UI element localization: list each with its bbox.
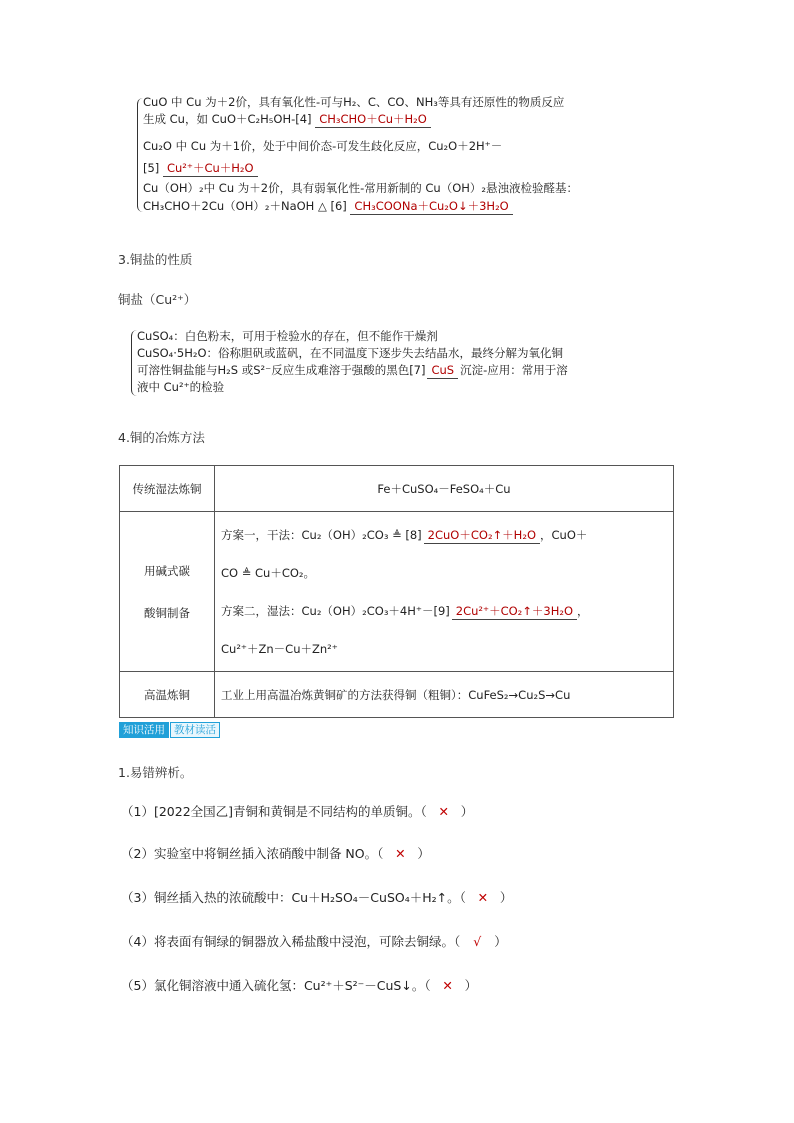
wet-method-text: 方案二，湿法：Cu₂（OH）₂CO₃＋4H⁺－[9]	[221, 603, 450, 618]
salt-line-2: CuSO₄·5H₂O：俗称胆矾或蓝矾，在不同温度下逐步失去结晶水，最终分解为氧化铜	[137, 346, 564, 360]
error-analysis-title: 1.易错辨析。	[118, 765, 193, 780]
oxide-brace-block	[137, 94, 697, 214]
dry-method-line-2: CO ≜ Cu＋CO₂。	[221, 565, 316, 580]
item-text: （1）[2022全国乙]青铜和黄铜是不同结构的单质铜。（	[121, 804, 427, 819]
table-row	[120, 466, 674, 512]
row-label: 高温炼铜	[120, 672, 215, 718]
smelting-table	[119, 465, 674, 718]
salt-line-1: CuSO₄：白色粉末，可用于检验水的存在，但不能作干燥剂	[137, 329, 438, 343]
copper-salt-root: 铜盐（Cu²⁺）	[118, 292, 197, 307]
wet-method-line-2: Cu²⁺＋Zn－Cu＋Zn²⁺	[221, 641, 338, 656]
section-4-title: 4.铜的冶炼方法	[118, 430, 205, 445]
cuoh2-line-1: Cu（OH）₂中 Cu 为＋2价，具有弱氧化性-常用新制的 Cu（OH）₂悬浊液检验醛基：	[143, 181, 579, 195]
cu2o-line-2	[143, 160, 258, 177]
answer-7: CuS	[427, 363, 458, 379]
wet-method-line	[215, 592, 673, 630]
cross-icon: ✕	[477, 890, 489, 905]
answer-9: 2Cu²⁺＋CO₂↑＋3H₂O	[452, 604, 577, 620]
item-close: ）	[460, 804, 474, 819]
cross-icon: ✕	[442, 978, 453, 993]
row-content: Fe＋CuSO₄－FeSO₄＋Cu	[215, 466, 674, 512]
item-close: ）	[494, 934, 507, 949]
answer-5: Cu²⁺＋Cu＋H₂O	[163, 161, 258, 177]
dry-method-tail: ，CuO＋	[540, 527, 588, 542]
tag-textbook-reading: 教材读活	[170, 722, 220, 738]
list-item	[121, 844, 430, 862]
table-row	[120, 672, 674, 718]
answer-6: CH₃COONa＋Cu₂O↓＋3H₂O	[350, 199, 512, 215]
cuoh2-line-2-text: CH₃CHO＋2Cu（OH）₂＋NaOH △ [6]	[143, 199, 347, 213]
list-item	[121, 802, 473, 820]
cuoh2-line-2	[143, 198, 513, 215]
dry-method-text: 方案一，干法：Cu₂（OH）₂CO₃ ≜ [8]	[221, 527, 422, 542]
row-label: 传统湿法炼铜	[120, 466, 215, 512]
cross-icon: ✕	[438, 804, 450, 819]
section-3-title: 3.铜盐的性质	[118, 252, 193, 267]
row-label-line-1: 用碱式碳	[144, 563, 190, 578]
dry-method-line	[215, 516, 673, 554]
item-close: ）	[499, 890, 513, 905]
item-text: （5）氯化铜溶液中通入硫化氢：Cu²⁺＋S²⁻－CuS↓。（	[121, 978, 431, 993]
salt-line-3-text: 可溶性铜盐能与H₂S 或S²⁻反应生成难溶于强酸的黑色[7]	[137, 363, 426, 377]
section-tags	[119, 722, 220, 738]
item-text: （4）将表面有铜绿的铜器放入稀盐酸中浸泡，可除去铜绿。（	[121, 934, 461, 949]
item-text: （3）铜丝插入热的浓硫酸中：Cu＋H₂SO₄－CuSO₄＋H₂↑。（	[121, 890, 466, 905]
answer-4: CH₃CHO＋Cu＋H₂O	[315, 112, 431, 128]
item-text: （2）实验室中将铜丝插入浓硝酸中制备 NO。（	[121, 846, 384, 861]
cuo-line-1: CuO 中 Cu 为＋2价，具有氧化性-可与H₂、C、CO、NH₃等具有还原性的物质反应	[143, 95, 565, 109]
cuo-line-2-text: 生成 Cu，如 CuO＋C₂H₅OH-[4]	[143, 112, 312, 126]
copper-salt-brace-block	[131, 328, 691, 400]
answer-8: 2CuO＋CO₂↑＋H₂O	[424, 528, 540, 544]
salt-line-3	[137, 362, 568, 379]
salt-line-3-tail: 沉淀-应用：常用于溶	[460, 363, 568, 377]
table-row	[120, 512, 674, 672]
row-label	[120, 512, 215, 672]
list-item	[121, 932, 507, 950]
cuo-line-2	[143, 111, 431, 128]
cu2o-line-2-text: [5]	[143, 161, 160, 175]
tag-knowledge-use: 知识活用	[119, 722, 169, 738]
cross-icon: ✕	[395, 846, 406, 861]
wet-method-tail: ，	[577, 603, 589, 618]
list-item	[121, 888, 512, 906]
salt-line-4: 液中 Cu²⁺的检验	[137, 380, 225, 394]
list-item	[121, 976, 477, 994]
row-label-line-2: 酸铜制备	[144, 605, 190, 620]
item-close: ）	[417, 846, 430, 861]
row-content	[215, 512, 674, 672]
item-close: ）	[464, 978, 478, 993]
check-icon: √	[473, 934, 482, 949]
cu2o-line-1: Cu₂O 中 Cu 为＋1价，处于中间价态-可发生歧化反应，Cu₂O＋2H⁺－	[143, 139, 503, 153]
row-content: 工业上用高温冶炼黄铜矿的方法获得铜（粗铜）：CuFeS₂→Cu₂S→Cu	[215, 672, 674, 718]
